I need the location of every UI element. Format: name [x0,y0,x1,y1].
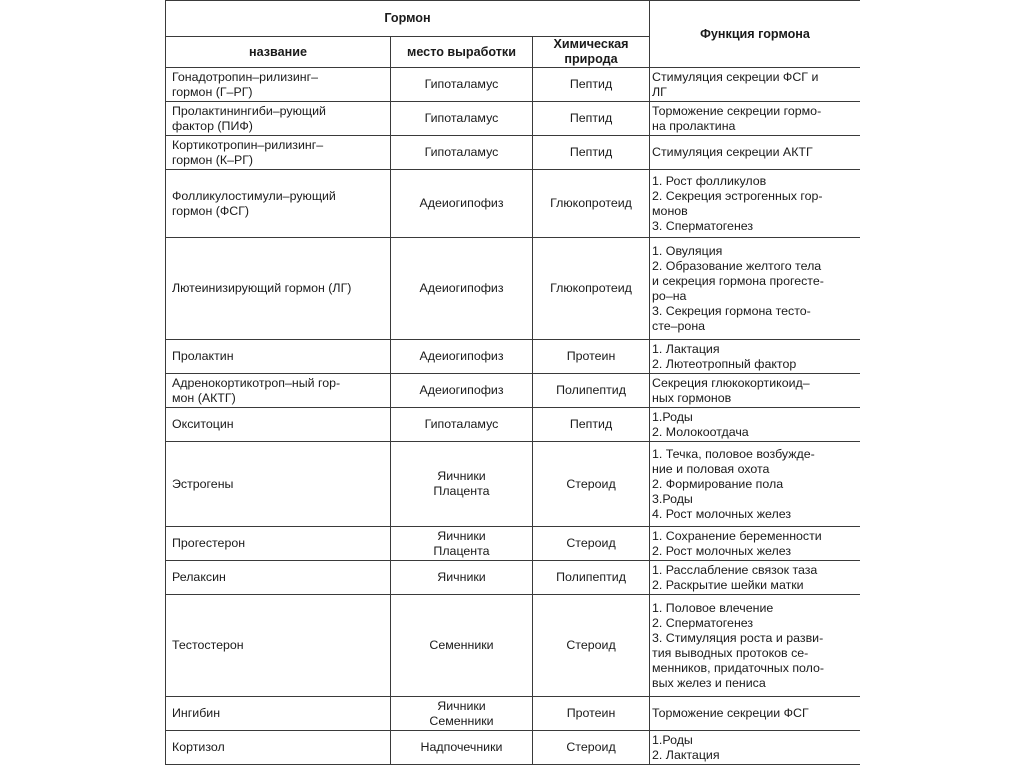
table-row [166,102,861,136]
function-line: 1.Роды [652,732,693,747]
function-line: 3. Стимуляция роста и разви- [652,630,824,645]
function-line: 2. Формирование пола [652,476,784,491]
function-line: монов [652,203,688,218]
function-line: ЛГ [652,84,667,99]
function-line: на пролактина [652,118,736,133]
table-row [166,374,861,408]
chemical-nature-cell: Пептид [533,136,650,170]
chemical-nature-cell: Стероид [533,595,650,697]
production-place-cell: Гипоталамус [391,408,533,442]
chemical-nature-cell: Пептид [533,68,650,102]
hormone-name-cell: Адренокортикотроп–ный гор- мон (АКТГ) [166,374,391,408]
function-line: 1.Роды [652,409,693,424]
production-place-cell: Яичники Семенники [391,697,533,731]
hormone-table-sheet [165,0,860,767]
function-line: 2. Секреция эстрогенных гор- [652,188,823,203]
function-line: 4. Рост молочных желез [652,506,791,521]
hormone-name-cell: Тестостерон [166,595,391,697]
table-row [166,340,861,374]
chemical-nature-cell: Пептид [533,408,650,442]
hormone-name-cell: Фолликулостимули–рующий гормон (ФСГ) [166,170,391,238]
function-line: 1. Половое влечение [652,600,774,615]
hormone-function-cell [650,68,860,102]
function-line: 1. Сохранение беременности [652,528,822,543]
function-line: 2. Образование желтого тела [652,258,822,273]
production-place-cell: Адеиогипофиз [391,340,533,374]
hormone-name-cell: Пролактин [166,340,391,374]
function-line: 1. Течка, половое возбужде- [652,446,815,461]
function-line: Стимуляция секреции АКТГ [652,145,813,159]
hormone-function-cell [650,731,860,765]
function-line: 2. Молокоотдача [652,424,749,439]
chemical-nature-cell: Полипептид [533,561,650,595]
function-line: 1. Расслабление связок таза [652,562,818,577]
header-function: Функция гормона [650,1,860,68]
hormone-function-cell [650,102,860,136]
table-row [166,697,861,731]
hormone-function-cell [650,238,860,340]
header-place: место выработки [391,37,533,68]
hormone-name-cell: Кортикотропин–рилизинг– гормон (К–РГ) [166,136,391,170]
production-place-cell: Адеиогипофиз [391,238,533,340]
production-place-cell: Гипоталамус [391,68,533,102]
hormone-function-cell [650,697,860,731]
hormone-function-cell [650,442,860,527]
function-line: тия выводных протоков се- [652,645,809,660]
header-nature: Химическая природа [533,37,650,68]
production-place-cell: Гипоталамус [391,102,533,136]
hormone-table [165,0,860,765]
chemical-nature-cell: Стероид [533,731,650,765]
function-line: и секреция гормона прогесте- [652,273,824,288]
chemical-nature-cell: Протеин [533,340,650,374]
chemical-nature-cell: Протеин [533,697,650,731]
table-row [166,408,861,442]
header-name: название [166,37,391,68]
function-line: 1. Овуляция [652,243,723,258]
chemical-nature-cell: Стероид [533,442,650,527]
chemical-nature-cell: Глюкопротеид [533,170,650,238]
function-line: 1. Лактация [652,341,720,356]
production-place-cell: Надпочечники [391,731,533,765]
function-line: сте–рона [652,318,706,333]
production-place-cell: Яичники Плацента [391,442,533,527]
hormone-function-cell [650,561,860,595]
function-line: 2. Рост молочных желез [652,543,791,558]
hormone-function-cell [650,340,860,374]
function-line: Торможение секреции ФСГ [652,706,809,720]
function-line: 2. Лактация [652,747,720,762]
chemical-nature-cell: Стероид [533,527,650,561]
chemical-nature-cell: Глюкопротеид [533,238,650,340]
chemical-nature-cell: Пептид [533,102,650,136]
hormone-name-cell: Лютеинизирующий гормон (ЛГ) [166,238,391,340]
function-line: менников, придаточных поло- [652,660,825,675]
hormone-name-cell: Окситоцин [166,408,391,442]
production-place-cell: Гипоталамус [391,136,533,170]
production-place-cell: Яичники [391,561,533,595]
hormone-name-cell: Кортизол [166,731,391,765]
table-row [166,136,861,170]
hormone-name-cell: Гонадотропин–рилизинг– гормон (Г–РГ) [166,68,391,102]
function-line: 1. Рост фолликулов [652,173,767,188]
chemical-nature-cell: Полипептид [533,374,650,408]
table-row [166,731,861,765]
function-line: 3. Сперматогенез [652,218,754,233]
function-line: 2. Лютеотропный фактор [652,356,797,371]
function-line: Секреция глюкокортикоид– [652,375,810,390]
function-line: ние и половая охота [652,461,770,476]
hormone-name-cell: Пролактинингиби–рующий фактор (ПИФ) [166,102,391,136]
table-row [166,527,861,561]
production-place-cell: Адеиогипофиз [391,374,533,408]
table-row [166,561,861,595]
table-row [166,170,861,238]
function-line: Стимуляция секреции ФСГ и [652,69,819,84]
function-line: 3. Секреция гормона тесто- [652,303,811,318]
header-hormone-group: Гормон [166,1,650,37]
function-line: 2. Сперматогенез [652,615,754,630]
table-row [166,595,861,697]
production-place-cell: Яичники Плацента [391,527,533,561]
function-line: 2. Раскрытие шейки матки [652,577,804,592]
hormone-name-cell: Эстрогены [166,442,391,527]
hormone-name-cell: Прогестерон [166,527,391,561]
hormone-name-cell: Ингибин [166,697,391,731]
hormone-function-cell [650,408,860,442]
hormone-name-cell: Релаксин [166,561,391,595]
function-line: ро–на [652,288,687,303]
function-line: Торможение секреции гормо- [652,103,822,118]
table-row [166,238,861,340]
production-place-cell: Адеиогипофиз [391,170,533,238]
function-line: вых желез и пениса [652,675,766,690]
function-line: 3.Роды [652,491,693,506]
hormone-function-cell [650,374,860,408]
production-place-cell: Семенники [391,595,533,697]
hormone-function-cell [650,595,860,697]
table-row [166,442,861,527]
hormone-function-cell [650,527,860,561]
function-line: ных гормонов [652,390,732,405]
table-row [166,68,861,102]
hormone-function-cell [650,170,860,238]
hormone-function-cell [650,136,860,170]
